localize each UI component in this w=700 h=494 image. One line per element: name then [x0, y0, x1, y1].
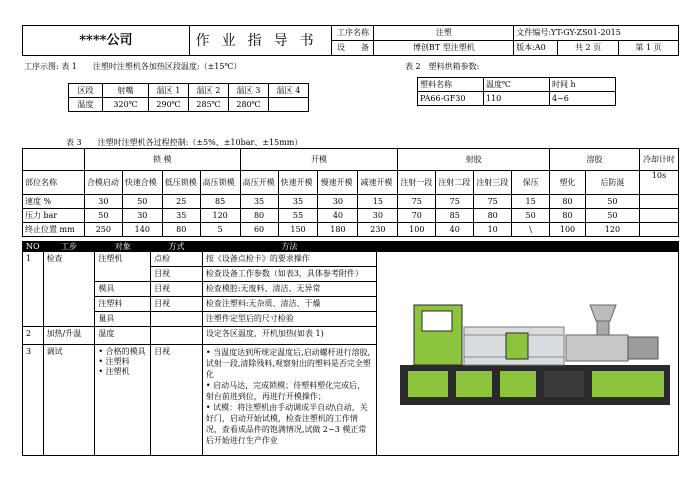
total-pages: 共 2 页 — [558, 41, 619, 56]
t3-sub: 快速开模 — [278, 171, 318, 195]
t3-cell — [639, 195, 678, 209]
t3-cell: 30 — [84, 195, 122, 209]
t3-cell: 5 — [200, 223, 240, 237]
table1-title: 表 1 注塑时注塑机各加热区段温度:（±15℃） — [61, 62, 242, 71]
t3-cell: 85 — [200, 195, 240, 209]
t3-cell — [639, 209, 678, 223]
step-method: 检查设备工作参数（如表3，具体参考附件） — [202, 267, 376, 282]
t3-cell: 100 — [398, 223, 436, 237]
t1-row-label: 温度 — [69, 98, 103, 112]
step-method: 设定各区温度，开机加热(如表 1) — [202, 327, 376, 345]
t3-cell: 40 — [436, 223, 474, 237]
t2-cell: PA66-GF30 — [418, 92, 484, 106]
t3-cell: 250 — [84, 223, 122, 237]
t3-cell: 85 — [436, 209, 474, 223]
t1-value — [269, 98, 309, 112]
step-name: 检查 — [43, 252, 95, 327]
t3-cell: 50 — [512, 209, 550, 223]
t3-group-cooling: 冷却计时 — [639, 149, 678, 171]
t2-col: 时间 h — [550, 78, 616, 92]
step-object: 注塑机 — [95, 252, 151, 282]
t3-cell: 30 — [358, 209, 398, 223]
process-name-value: 注塑 — [374, 26, 514, 41]
t3-sub: 后防涎 — [586, 171, 640, 195]
header-table — [22, 25, 679, 56]
step-method: 注塑件定型后的尺寸检验 — [202, 312, 376, 327]
t3-sub: 快速合模 — [122, 171, 162, 195]
step-name: 调试 — [43, 345, 95, 456]
t2-col: 塑料名称 — [418, 78, 484, 92]
t3-sub: 保压 — [512, 171, 550, 195]
t3-cell — [639, 223, 678, 237]
t3-cell: 15 — [512, 195, 550, 209]
version-label: 版本: — [516, 43, 535, 52]
t3-cell: 80 — [550, 195, 586, 209]
t1-col: 温区 2 — [189, 84, 229, 98]
t1-value: 290℃ — [149, 98, 189, 112]
t3-sub: 塑化 — [550, 171, 586, 195]
t3-group-clamp: 锁 模 — [84, 149, 240, 171]
step-mode: 目视 — [151, 345, 203, 456]
steps-header-step: 工步 — [43, 242, 95, 252]
t3-cell: 25 — [162, 195, 200, 209]
doc-number-label: 文件编号: — [516, 28, 551, 37]
section-1 — [24, 61, 241, 72]
step-no: 2 — [23, 327, 44, 345]
t3-cell: 100 — [550, 223, 586, 237]
t2-cell: 110 — [484, 92, 550, 106]
step-method: 按《设备点检卡》的要求操作 — [202, 252, 376, 267]
equipment-label: 设 备 — [332, 41, 374, 56]
t3-corner — [23, 149, 85, 171]
t3-row-label: 终止位置 mm — [23, 223, 85, 237]
t3-sub: 高压锁模 — [200, 171, 240, 195]
step-methods — [202, 345, 376, 456]
table-row — [23, 223, 679, 237]
t3-sub: 注射一段 — [398, 171, 436, 195]
t1-col: 区段 — [69, 84, 103, 98]
steps-header-mode: 方式 — [151, 242, 203, 252]
list-item: • 注塑料 — [98, 357, 147, 367]
t3-cell: 180 — [318, 223, 358, 237]
t3-cell: 75 — [474, 195, 512, 209]
t1-value: 280℃ — [229, 98, 269, 112]
step-method: 检查模腔:无废料、清洁、无异常 — [202, 282, 376, 297]
step-object: 温度 — [95, 327, 151, 345]
t3-group-open: 开模 — [240, 149, 398, 171]
t3-cell: 140 — [122, 223, 162, 237]
process-name-label: 工序名称 — [332, 26, 374, 41]
t3-cell: 75 — [398, 195, 436, 209]
t3-cell: 80 — [162, 223, 200, 237]
step-object: 模具 — [95, 282, 151, 297]
t3-sub: 合模启动 — [84, 171, 122, 195]
document-title: 作业指导书 — [189, 26, 332, 56]
step-mode: 目视 — [151, 282, 203, 297]
t3-cell: 70 — [398, 209, 436, 223]
t3-sub: 低压锁模 — [162, 171, 200, 195]
list-item: • 当温度达到所规定温度后,启动螺杆进行溶胶,试射一段,清除残料,观察射出的塑料是否完全塑化 — [206, 347, 373, 380]
t3-row-label: 压力 bar — [23, 209, 85, 223]
t3-sub: 注射三段 — [474, 171, 512, 195]
t3-group-inject: 射胶 — [398, 149, 550, 171]
t3-cell: 50 — [586, 195, 640, 209]
equipment-value: 博创BT 型注塑机 — [374, 41, 514, 56]
step-object: 量具 — [95, 312, 151, 327]
t2-cell: 4~6 — [550, 92, 616, 106]
list-item: • 启动马达，完成锁模；待塑料塑化完成后，射台前进到位，再进行开模操作； — [206, 380, 373, 402]
t3-cell: 230 — [358, 223, 398, 237]
doc-number — [514, 26, 679, 41]
section-label: 工序示图: — [24, 62, 59, 71]
t3-cell: 35 — [278, 195, 318, 209]
step-method: 检查注塑料:无杂质、清洁、干燥 — [202, 297, 376, 312]
t3-cell: 30 — [318, 195, 358, 209]
t1-value: 320℃ — [103, 98, 149, 112]
t3-cell: 55 — [278, 209, 318, 223]
t3-cell: 120 — [586, 223, 640, 237]
table-row — [23, 252, 679, 267]
heating-temperature-table — [68, 83, 309, 112]
step-name: 加热/升温 — [43, 327, 95, 345]
t3-cell: 80 — [474, 209, 512, 223]
t3-cell: 75 — [436, 195, 474, 209]
t3-cell: 120 — [200, 209, 240, 223]
t3-cell: 35 — [162, 209, 200, 223]
t3-row-label: 速度 % — [23, 195, 85, 209]
t1-value: 285℃ — [189, 98, 229, 112]
step-objects — [95, 345, 151, 456]
step-object: 注塑料 — [95, 297, 151, 312]
steps-header-no: NO — [23, 242, 44, 252]
steps-header-image — [376, 242, 678, 252]
step-mode — [151, 312, 203, 327]
step-mode: 目视 — [151, 267, 203, 282]
step-no: 1 — [23, 252, 44, 327]
step-mode: 目视 — [151, 297, 203, 312]
steps-header-object: 对象 — [95, 242, 151, 252]
t3-group-melt: 溶胶 — [550, 149, 640, 171]
t3-sub: 注射二段 — [436, 171, 474, 195]
version — [514, 41, 558, 56]
list-item: • 合格的模具 — [98, 347, 147, 357]
t3-cooling-value: 10s — [639, 171, 678, 195]
dryer-parameter-table — [417, 77, 616, 106]
t3-cell: 80 — [240, 209, 278, 223]
t3-cell: 30 — [122, 209, 162, 223]
t1-col: 温区 1 — [149, 84, 189, 98]
t3-cell: 40 — [318, 209, 358, 223]
step-no: 3 — [23, 345, 44, 456]
t1-col: 射嘴 — [103, 84, 149, 98]
doc-number-value: YT-GY-ZS01-2015 — [550, 28, 621, 37]
page-number: 第 1 页 — [619, 41, 679, 56]
list-item: • 试模：将注塑机由手动调成半自动\自动，关好门，启动开始试模，检查注塑机的工作情况，查看成品件的饱满情况,试做 2~3 模正常后开始进行生产作业 — [206, 402, 373, 446]
list-item: • 注塑机 — [98, 367, 147, 377]
t3-sub: 部位名称 — [23, 171, 85, 195]
steps-header-method: 方法 — [202, 242, 376, 252]
t1-col: 温区 4 — [269, 84, 309, 98]
t2-col: 温度℃ — [484, 78, 550, 92]
work-instruction-sheet — [22, 25, 679, 455]
t3-cell: 150 — [278, 223, 318, 237]
t1-col: 温区 3 — [229, 84, 269, 98]
t3-cell: 10 — [474, 223, 512, 237]
table2-title: 表 2 塑料烘箱参数: — [405, 62, 480, 71]
table3-title: 表 3 注塑时注塑机各过程控制:（±5%、±10bar、±15mm） — [66, 138, 303, 147]
t3-cell: 50 — [84, 209, 122, 223]
t3-sub: 慢速开模 — [318, 171, 358, 195]
t3-cell: \ — [512, 223, 550, 237]
version-value: A0 — [534, 43, 546, 52]
injection-machine-illustration — [394, 287, 676, 417]
t3-sub: 减速开模 — [358, 171, 398, 195]
t3-cell: 50 — [122, 195, 162, 209]
company-name: ****公司 — [23, 26, 190, 56]
t3-cell: 15 — [358, 195, 398, 209]
t3-cell: 35 — [240, 195, 278, 209]
t3-sub: 高压开模 — [240, 171, 278, 195]
step-mode — [151, 327, 203, 345]
step-mode: 点检 — [151, 252, 203, 267]
table-row — [23, 195, 679, 209]
t3-cell: 50 — [586, 209, 640, 223]
t3-cell: 60 — [240, 223, 278, 237]
t3-cell: 80 — [550, 209, 586, 223]
table-row — [23, 209, 679, 223]
process-control-table — [22, 148, 679, 237]
